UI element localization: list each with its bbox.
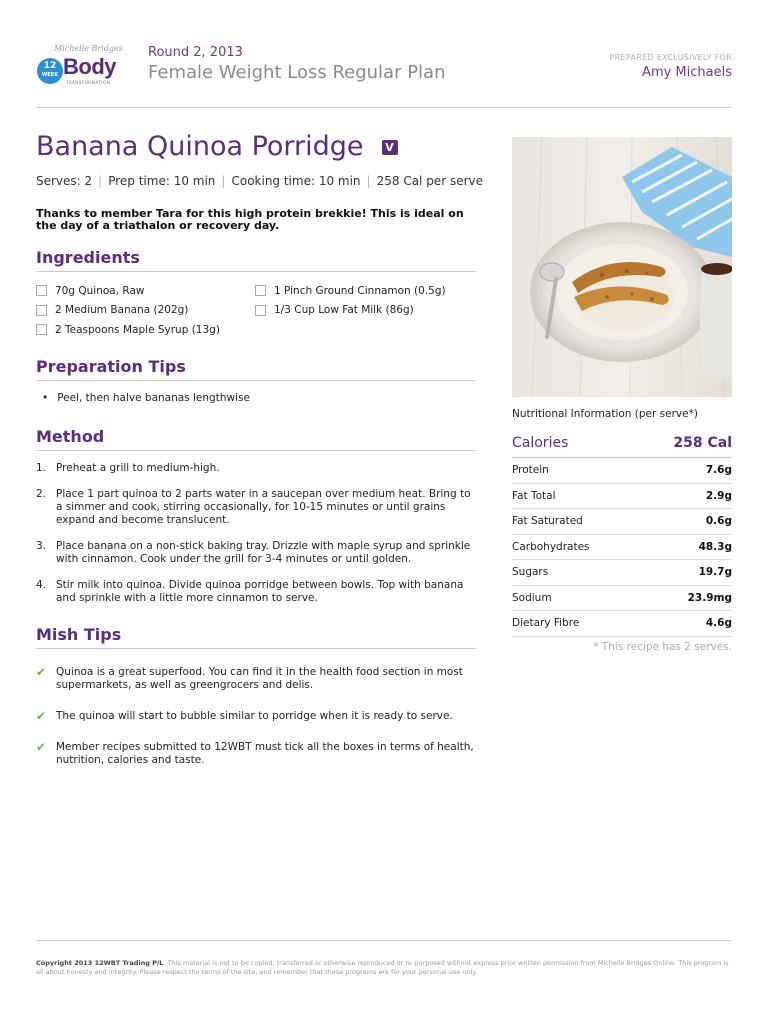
- ingredients-list-left: [36, 281, 220, 340]
- ingredient-label: 1/3 Cup Low Fat Milk (86g): [274, 304, 414, 317]
- nutrient-value: 19.7g: [698, 566, 732, 579]
- step-text: Preheat a grill to medium-high.: [56, 462, 220, 474]
- step-text: Place 1 part quinoa to 2 parts water in a saucepan over medium heat. Bring to a simmer and cook, stirring occasionally, for 10-15 minutes or until grains expand and become translucent.: [56, 488, 471, 526]
- ingredient-checkbox[interactable]: [255, 285, 266, 296]
- logo-brand: Body: [63, 54, 116, 79]
- nutrition-row: [512, 535, 732, 561]
- prep-time: Prep time: 10 min: [108, 174, 216, 188]
- method-step: [36, 579, 478, 605]
- footer-disclaimer: This material is not to be copied, transferred or otherwise reproduced or re-purposed without express prior written permission from Michelle Bridges Online. This program is all about honesty and integrity. Please respect the terms of the site, and remember that these programs are for your personal use only.: [36, 959, 729, 976]
- ingredient-checkbox[interactable]: [36, 324, 47, 335]
- logo-badge-word: WEEK: [41, 72, 59, 78]
- nutrition-title: Nutritional Information (per serve*): [512, 408, 698, 420]
- mish-tip: [36, 710, 478, 723]
- nutrition-row: [512, 611, 732, 637]
- method-step: [36, 462, 478, 475]
- mish-tip: [36, 666, 478, 692]
- logo-badge-number: 12: [43, 61, 57, 71]
- nutrient-value: 2.9g: [705, 489, 732, 502]
- ingredient-checkbox[interactable]: [36, 285, 47, 296]
- calories-label: Calories: [512, 434, 569, 451]
- calories-per-serve: 258 Cal per serve: [376, 174, 483, 188]
- nutrient-label: Sodium: [512, 591, 552, 604]
- preparation-tips-list: [42, 392, 250, 404]
- step-number: 1.: [36, 462, 47, 474]
- ingredient-item[interactable]: [36, 320, 220, 340]
- step-number: 3.: [36, 540, 47, 552]
- step-number: 2.: [36, 488, 47, 500]
- 12wbt-logo: [36, 44, 132, 88]
- ingredient-label: 2 Medium Banana (202g): [55, 304, 189, 317]
- program-plan: Female Weight Loss Regular Plan: [148, 62, 446, 83]
- recipe-title: [36, 131, 398, 162]
- logo-signature: Michelle Bridges: [54, 44, 123, 53]
- meta-separator: |: [366, 174, 371, 188]
- serves-footnote: * This recipe has 2 serves.: [593, 641, 732, 653]
- ingredient-label: 70g Quinoa, Raw: [55, 284, 145, 297]
- mish-tip-text: The quinoa will start to bubble similar to porridge when it is ready to serve.: [56, 710, 453, 722]
- ingredient-checkbox[interactable]: [255, 305, 266, 316]
- preparation-tip: • Peel, then halve bananas lengthwise: [42, 392, 250, 404]
- check-icon: ✔: [36, 665, 47, 679]
- ingredient-item[interactable]: [36, 281, 220, 301]
- nutrient-value: 7.6g: [705, 464, 732, 477]
- nutrition-row: [512, 509, 732, 535]
- nutrition-row: [512, 458, 732, 484]
- logo-badge: [37, 58, 63, 84]
- member-name: Amy Michaels: [642, 65, 732, 80]
- nutrient-label: Protein: [512, 464, 549, 477]
- nutrient-label: Fat Saturated: [512, 515, 583, 528]
- nutrient-label: Carbohydrates: [512, 540, 590, 553]
- program-round: Round 2, 2013: [148, 45, 243, 60]
- footer-copyright: Copyright 2013 12WBT Trading P/L: [36, 959, 164, 967]
- check-icon: ✔: [36, 740, 47, 754]
- step-number: 4.: [36, 579, 47, 591]
- ingredients-heading: Ingredients: [36, 248, 476, 272]
- check-icon: ✔: [36, 709, 47, 723]
- mish-tip-text: Member recipes submitted to 12WBT must tick all the boxes in terms of health, nutrition, calories and taste.: [56, 741, 474, 766]
- method-step: [36, 540, 478, 566]
- vegetarian-badge-icon: V: [382, 140, 398, 155]
- nutrition-calories-row: [512, 428, 732, 458]
- nutrient-label: Sugars: [512, 566, 549, 579]
- meta-separator: |: [221, 174, 226, 188]
- mish-tip-text: Quinoa is a great superfood. You can find it in the health food section in most supermarkets, as well as greengrocers and delis.: [56, 666, 463, 691]
- ingredient-label: 2 Teaspoons Maple Syrup (13g): [55, 323, 220, 336]
- page-footer: [36, 940, 732, 976]
- ingredients-list-right: [255, 281, 446, 320]
- ingredient-checkbox[interactable]: [36, 305, 47, 316]
- logo-tagline: TRANSFORMATION: [66, 80, 111, 85]
- nutrient-value: 4.6g: [705, 617, 732, 630]
- recipe-photo-illustration: [512, 137, 732, 397]
- nutrient-value: 0.6g: [705, 515, 732, 528]
- mish-tips-list: [36, 666, 478, 785]
- page-header: [36, 40, 732, 108]
- ingredient-item[interactable]: [36, 301, 220, 321]
- recipe-meta: [36, 174, 483, 188]
- nutrient-value: 23.9mg: [687, 591, 732, 604]
- calories-value: 258 Cal: [673, 434, 732, 451]
- nutrition-row: [512, 484, 732, 510]
- method-heading: Method: [36, 427, 476, 451]
- meta-separator: |: [98, 174, 103, 188]
- nutrient-label: Dietary Fibre: [512, 617, 580, 630]
- nutrition-table: [512, 428, 732, 637]
- recipe-title-text: Banana Quinoa Porridge: [36, 131, 364, 162]
- ingredient-item[interactable]: [255, 301, 446, 321]
- recipe-intro: Thanks to member Tara for this high protein brekkie! This is ideal on the day of a triathalon or recovery day.: [36, 207, 464, 232]
- preparation-tips-heading: Preparation Tips: [36, 357, 476, 381]
- ingredient-label: 1 Pinch Ground Cinnamon (0.5g): [274, 284, 446, 297]
- method-steps: [36, 462, 478, 618]
- ingredient-item[interactable]: [255, 281, 446, 301]
- step-text: Place banana on a non-stick baking tray. Drizzle with maple syrup and sprinkle with cinnamon. Cook under the grill for 3-4 minutes or until golden.: [56, 540, 471, 565]
- mish-tip: [36, 741, 478, 767]
- nutrient-label: Fat Total: [512, 489, 556, 502]
- recipe-photo: [512, 137, 732, 397]
- nutrition-row: [512, 560, 732, 586]
- serves: Serves: 2: [36, 174, 93, 188]
- step-text: Stir milk into quinoa. Divide quinoa porridge between bowls. Top with banana and sprinkle with a little more cinnamon to serve.: [56, 579, 464, 604]
- mish-tips-heading: Mish Tips: [36, 625, 476, 649]
- method-step: [36, 488, 478, 527]
- cooking-time: Cooking time: 10 min: [231, 174, 361, 188]
- nutrition-row: [512, 586, 732, 612]
- nutrient-value: 48.3g: [698, 540, 732, 553]
- prepared-for-label: PREPARED EXCLUSIVELY FOR: [609, 53, 732, 62]
